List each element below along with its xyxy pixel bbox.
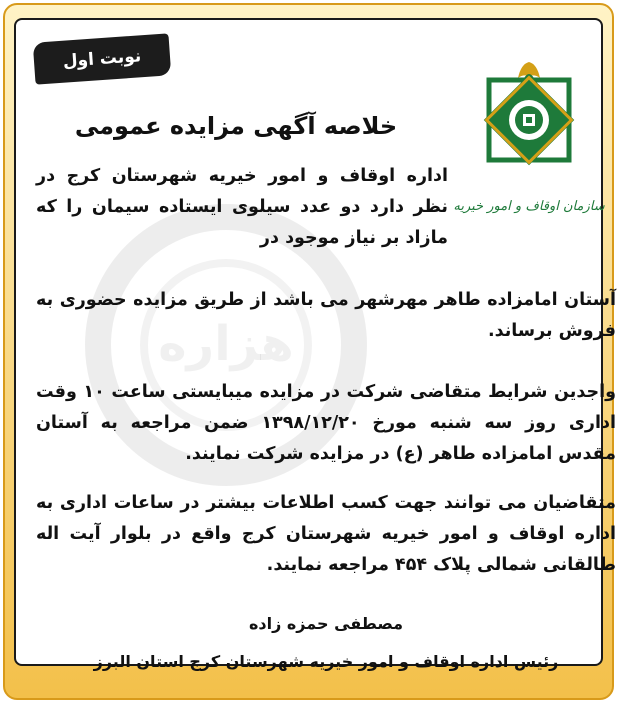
conditions-paragraph: واجدین شرایط متقاضی شرکت در مزایده میبایستی ساعت ۱۰ وقت اداری روز سه شنبه مورخ ۱۳۹۸/۱۲/۲۰ ضمن مراجعه به آستان مقدس امامزاده طاهر (ع) در مزایده شرکت نمایند. [36,382,616,464]
notice-frame [3,3,614,700]
watermark-text: هزاره [158,316,294,372]
info-paragraph: متقاضیان می توانند جهت کسب اطلاعات بیشتر در ساعات اداری به اداره اوقاف و امور خیریه شهرستان کرج واقع در بلوار آیت اله طالقانی شمالی پلاک ۴۵۴ مراجعه نمایند. [36,493,616,575]
logo-caption: سازمان اوقاف و امور خیریه [453,199,605,214]
logo-emblem-icon [484,75,575,166]
awqaf-logo [443,60,615,230]
signatory-name: مصطفی حمزه زاده [248,614,404,633]
continuation-paragraph: آستان امامزاده طاهر مهرشهر می باشد از طریق مزایده حضوری به فروش برساند. [36,290,616,341]
badge-label: نوبت اول [62,46,142,72]
page-title: خلاصه آگهی مزایده عمومی [74,112,398,140]
signatory-title: رئیس اداره اوقاف و امور خیریه شهرستان کرج استان البرز [93,652,559,671]
notice-panel [14,18,616,671]
intro-paragraph: اداره اوقاف و امور خیریه شهرستان کرج در نظر دارد دو عدد سیلوی ایستاده سیمان را که مازاد بر نیاز موجود در [36,166,448,248]
first-notice-badge [33,33,172,84]
